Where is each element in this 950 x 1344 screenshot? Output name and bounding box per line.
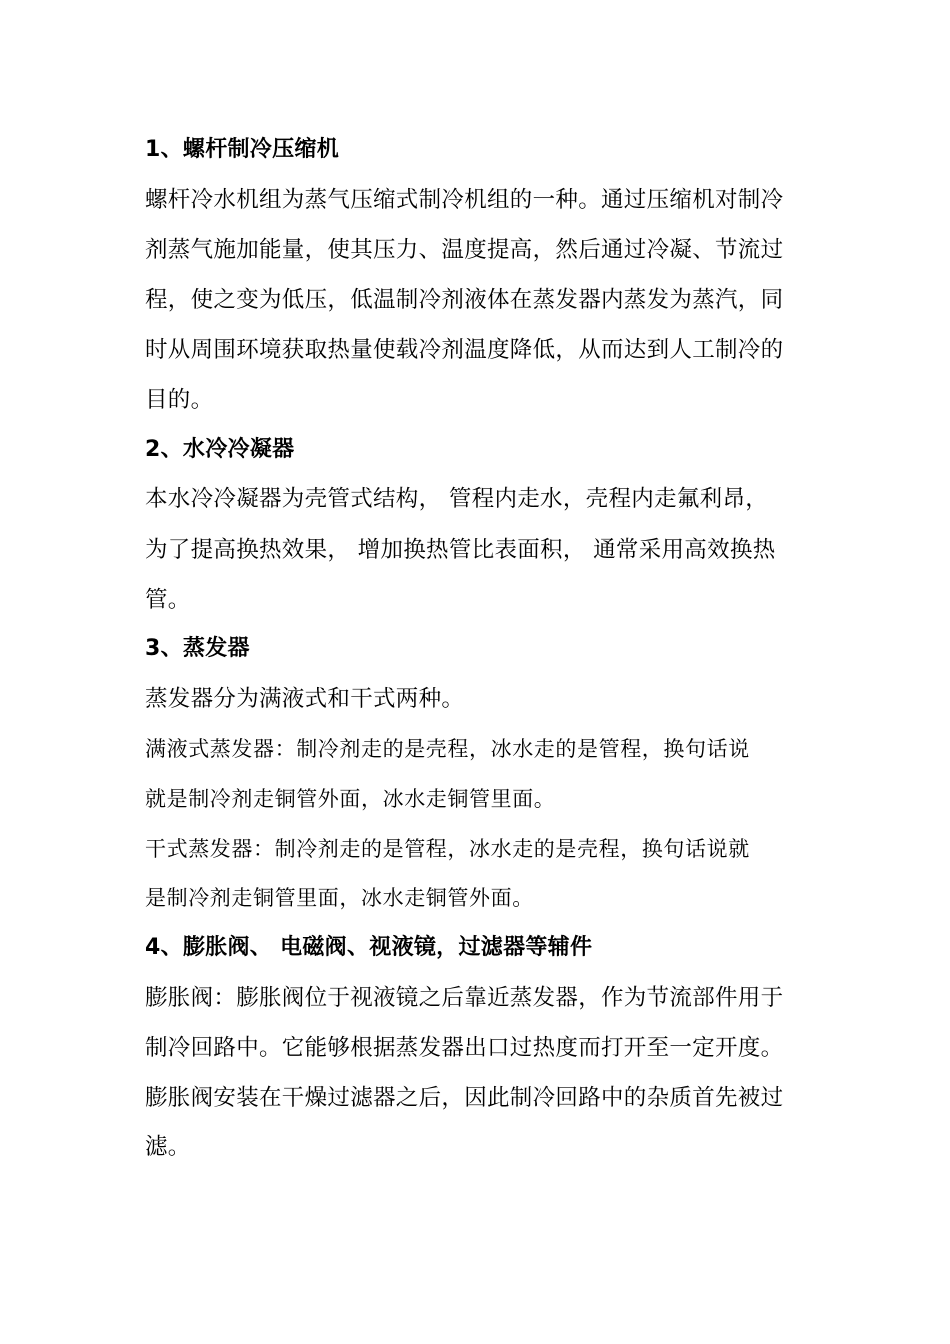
section-4-line-4: 滤。 — [145, 1134, 191, 1160]
section-1-line-3: 程，使之变为低压，低温制冷剂液体在蒸发器内蒸发为蒸汽，同 — [145, 287, 784, 313]
section-1-line-1: 螺杆冷水机组为蒸气压缩式制冷机组的一种。通过压缩机对制冷 — [145, 187, 784, 213]
section-3-serif-line-2: 就是制冷剂走铜管外面，冰水走铜管里面。 — [145, 787, 556, 811]
section-2-heading: 2、水冷冷凝器 — [145, 437, 295, 462]
section-3-serif-line-1: 满液式蒸发器：制冷剂走的是壳程，冰水走的是管程，换句话说 — [145, 737, 750, 761]
section-3-serif-line-3: 干式蒸发器：制冷剂走的是管程，冰水走的是壳程，换句话说就 — [145, 837, 750, 861]
section-1-heading: 1、螺杆制冷压缩机 — [145, 137, 340, 162]
section-3-line-1: 蒸发器分为满液式和干式两种。 — [145, 686, 465, 712]
section-1-line-5: 目的。 — [145, 387, 214, 413]
section-2-line-2: 为了提高换热效果， 增加换热管比表面积， 通常采用高效换热 — [145, 537, 776, 563]
section-4-line-1: 膨胀阀：膨胀阀位于视液镜之后靠近蒸发器，作为节流部件用于 — [145, 985, 784, 1011]
section-4-line-2: 制冷回路中。它能够根据蒸发器出口过热度而打开至一定开度。 — [145, 1035, 784, 1061]
section-3-heading: 3、蒸发器 — [145, 636, 250, 661]
section-1-line-2: 剂蒸气施加能量，使其压力、温度提高，然后通过冷凝、节流过 — [145, 237, 784, 263]
section-3-serif-line-4: 是制冷剂走铜管里面，冰水走铜管外面。 — [145, 886, 534, 910]
section-2-line-1: 本水冷冷凝器为壳管式结构， 管程内走水，壳程内走氟利昂， — [145, 486, 769, 512]
section-2-line-3: 管。 — [145, 587, 191, 613]
section-1-line-4: 时从周围环境获取热量使载冷剂温度降低，从而达到人工制冷的 — [145, 337, 784, 363]
section-4-heading: 4、膨胀阀、 电磁阀、视液镜，过滤器等辅件 — [145, 935, 593, 960]
section-4-line-3: 膨胀阀安装在干燥过滤器之后，因此制冷回路中的杂质首先被过 — [145, 1085, 784, 1111]
